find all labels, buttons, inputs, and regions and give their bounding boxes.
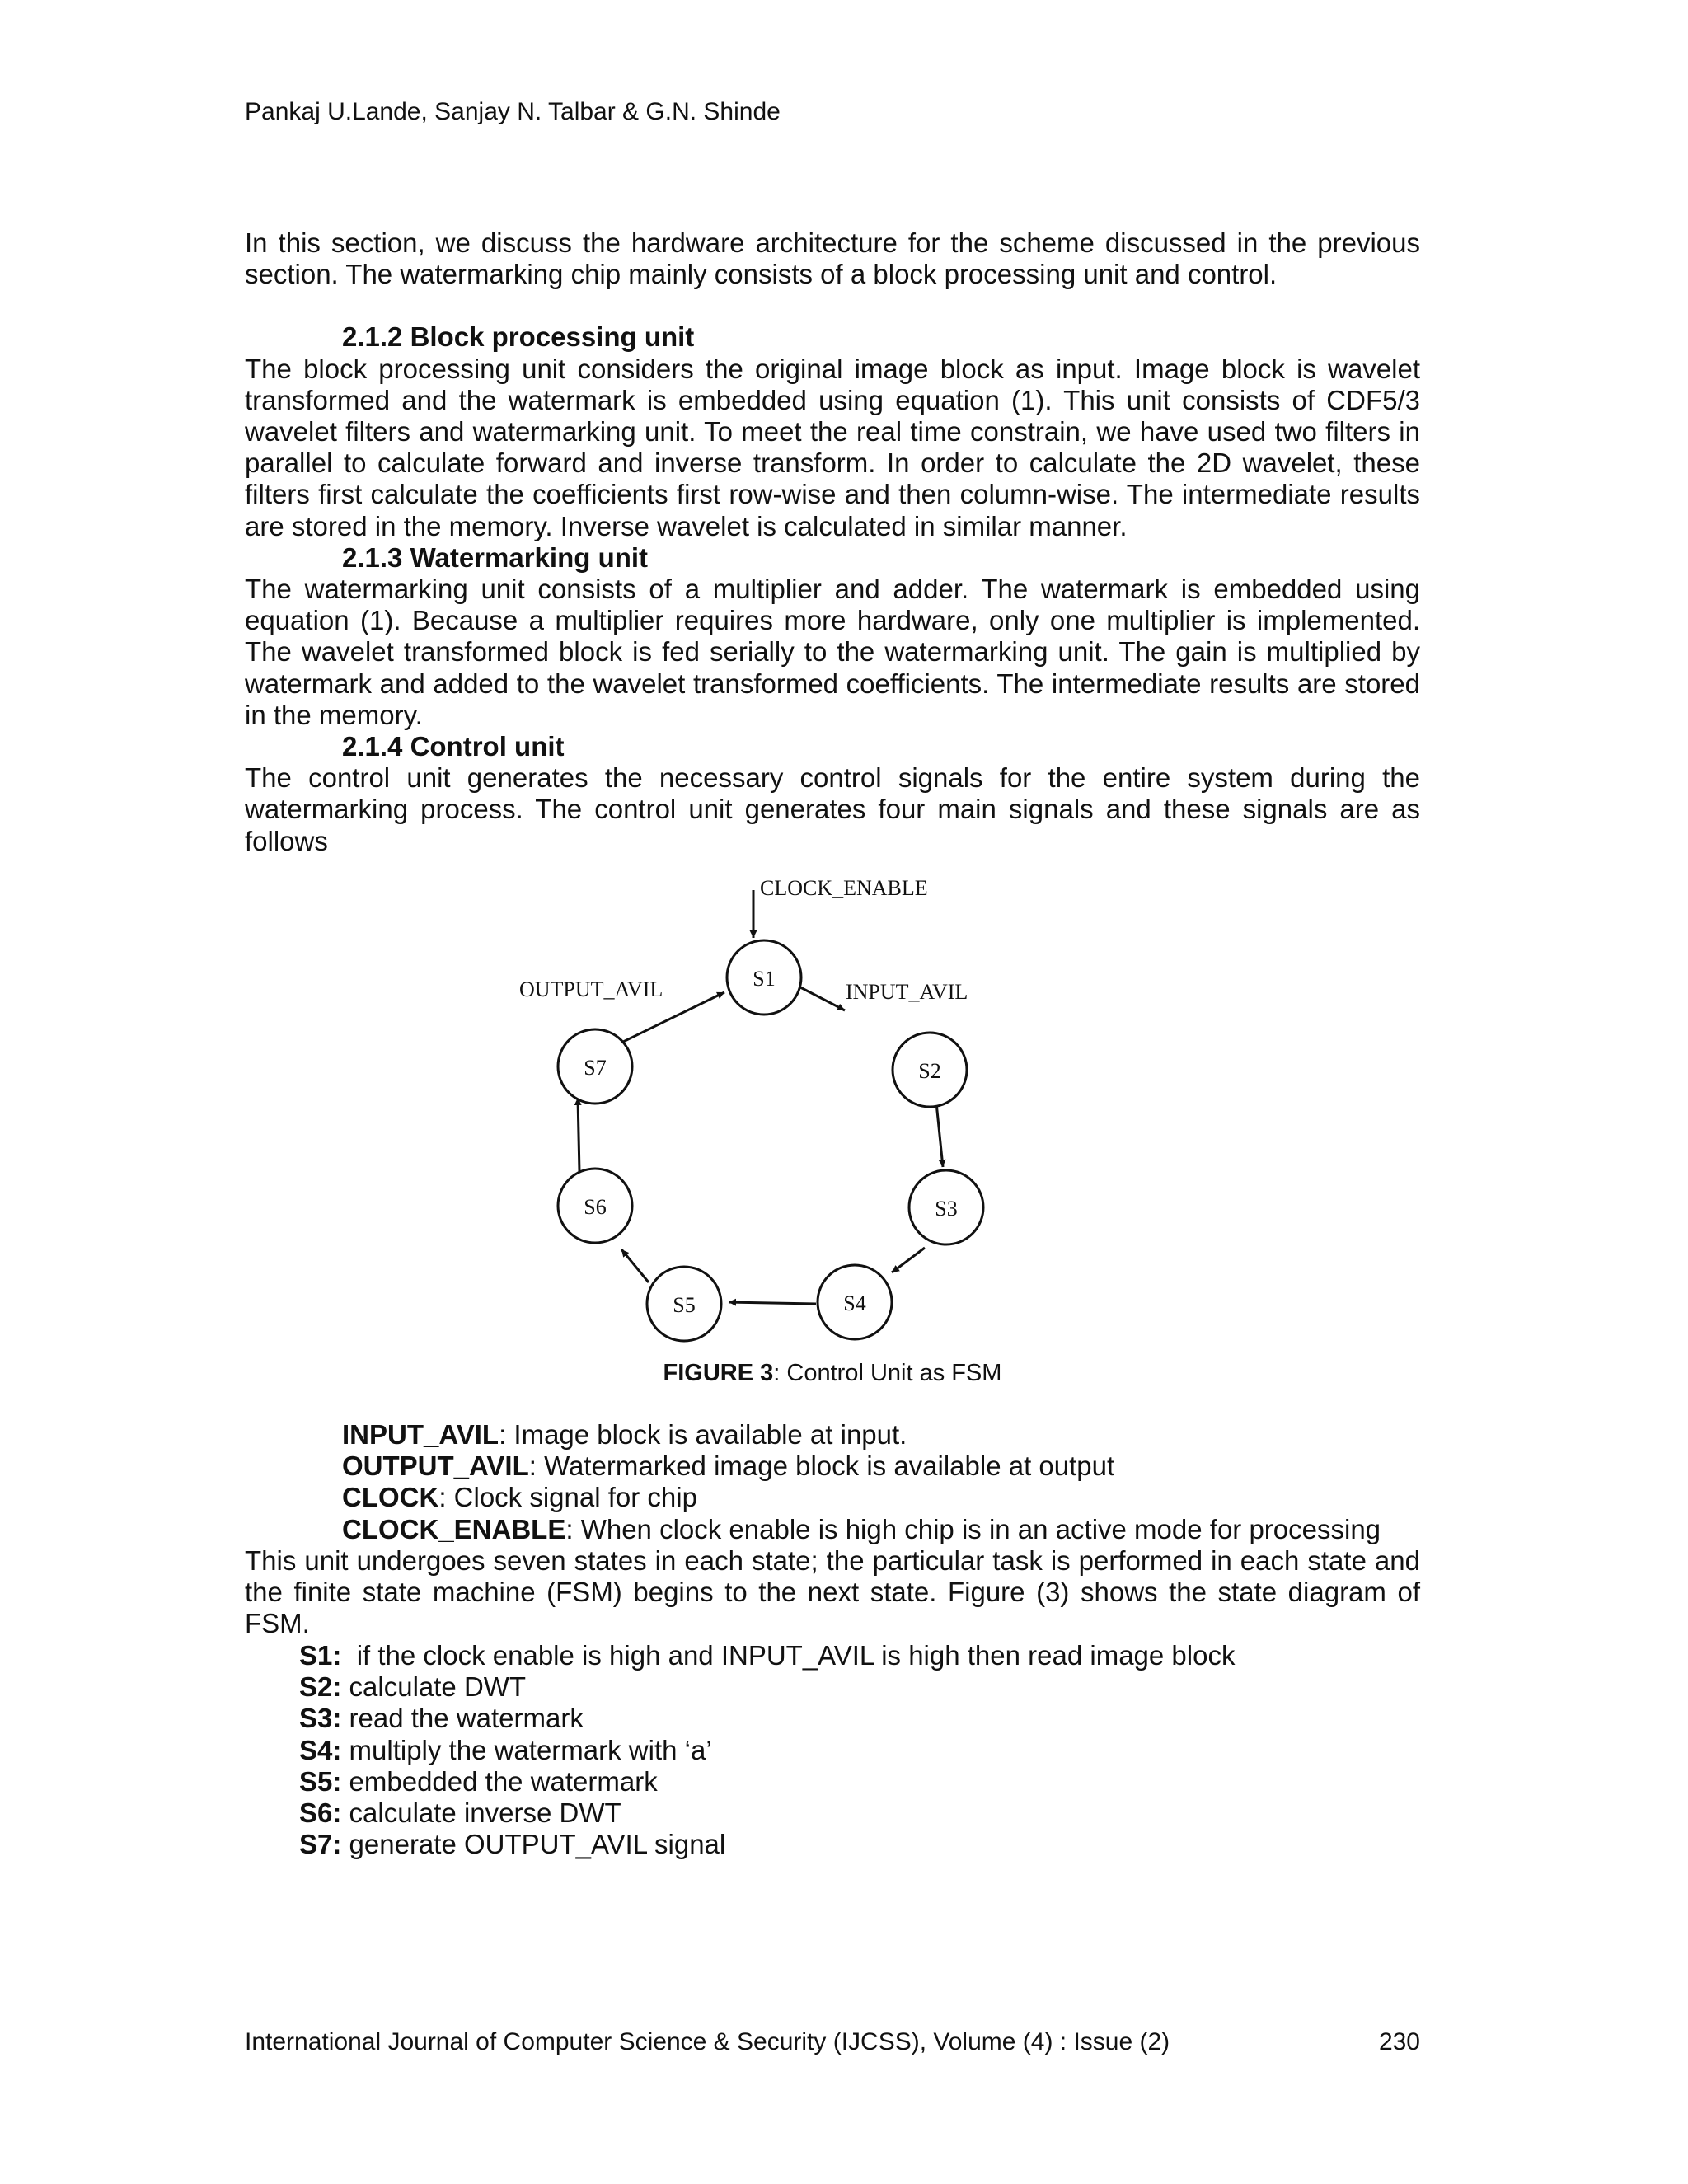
section-text-block-processing: The block processing unit considers the original image block as input. Image block is wavelet transformed and the watermark is embedded using equation (1). This unit consists of CDF5/3 wavelet filters and watermarking unit. To meet the real time constrain, we have used two filters in parallel to calculate forward and inverse transform. In order to calculate the 2D wavelet, these filters first calculate the coefficients first row-wise and then column-wise. The intermediate results are stored in the memory. Inverse wavelet is calculated in similar manner. bbox=[245, 353, 1420, 541]
definition-item bbox=[245, 1482, 1420, 1513]
fsm-paragraph: This unit undergoes seven states in each state; the particular task is performed in each state and the finite state machine (FSM) begins to the next state. Figure (3) shows the state diagram of FSM. bbox=[245, 1544, 1420, 1639]
state-task-name: S5: bbox=[299, 1765, 342, 1797]
arrow-s3-s4 bbox=[892, 1248, 925, 1272]
signal-definitions bbox=[245, 1419, 1420, 1639]
definition-desc: : When clock enable is high chip is in an active mode for processing bbox=[565, 1513, 1381, 1544]
state-task-desc: multiply the watermark with ‘a’ bbox=[341, 1734, 712, 1765]
state-task-item bbox=[299, 1829, 1235, 1860]
state-task-name: S6: bbox=[299, 1797, 342, 1829]
state-s7-label: S7 bbox=[584, 1056, 607, 1080]
definition-term: INPUT_AVIL bbox=[342, 1419, 499, 1450]
output-avil-label: OUTPUT_AVIL bbox=[519, 977, 663, 1001]
definition-term: CLOCK_ENABLE bbox=[342, 1513, 566, 1544]
arrow-s6-s7 bbox=[578, 1098, 579, 1172]
intro-paragraph: In this section, we discuss the hardware architecture for the scheme discussed in the previous section. The watermarking chip mainly consists of a block processing unit and control. bbox=[245, 227, 1420, 290]
state-task-desc: if the clock enable is high and INPUT_AVIL is high then read image block bbox=[341, 1640, 1236, 1671]
state-task-item bbox=[299, 1671, 1235, 1703]
state-task-desc: calculate DWT bbox=[341, 1671, 527, 1703]
state-s1-label: S1 bbox=[753, 967, 776, 991]
state-task-item bbox=[299, 1735, 1235, 1766]
figure-caption-text: : Control Unit as FSM bbox=[773, 1360, 1002, 1386]
definition-item bbox=[245, 1514, 1420, 1545]
page-number: 230 bbox=[1378, 2028, 1420, 2055]
definition-desc: : Clock signal for chip bbox=[438, 1482, 697, 1513]
definition-item bbox=[245, 1419, 1420, 1451]
section-heading-watermarking: 2.1.3 Watermarking unit bbox=[342, 541, 649, 573]
state-task-item bbox=[299, 1766, 1235, 1797]
body-text bbox=[245, 227, 1420, 857]
input-avil-label: INPUT_AVIL bbox=[846, 980, 968, 1004]
state-s4-label: S4 bbox=[843, 1291, 866, 1315]
running-header: Pankaj U.Lande, Sanjay N. Talbar & G.N. Shinde bbox=[245, 98, 781, 125]
figure-caption-label: FIGURE 3 bbox=[663, 1360, 774, 1386]
state-s2-label: S2 bbox=[918, 1059, 941, 1083]
definition-term: OUTPUT_AVIL bbox=[342, 1451, 529, 1482]
state-task-name: S4: bbox=[299, 1734, 342, 1765]
state-task-name: S2: bbox=[299, 1671, 342, 1703]
state-s3-label: S3 bbox=[935, 1197, 958, 1221]
section-heading-control: 2.1.4 Control unit bbox=[342, 731, 565, 762]
state-task-item bbox=[299, 1703, 1235, 1734]
state-task-list bbox=[299, 1640, 1235, 1860]
definition-desc: : Watermarked image block is available at output bbox=[528, 1451, 1115, 1482]
fsm-svg bbox=[495, 865, 1071, 1360]
state-s5-label: S5 bbox=[673, 1293, 696, 1317]
section-text-control: The control unit generates the necessary control signals for the entire system during the watermarking process. The control unit generates four main signals and these signals are as follows bbox=[245, 762, 1420, 856]
arrow-s2-s3 bbox=[936, 1103, 943, 1167]
state-task-name: S7: bbox=[299, 1829, 342, 1860]
journal-citation: International Journal of Computer Science & Security (IJCSS), Volume (4) : Issue (2) bbox=[245, 2028, 1170, 2055]
definition-term: CLOCK bbox=[342, 1482, 439, 1513]
state-task-desc: calculate inverse DWT bbox=[341, 1797, 621, 1829]
arrow-s4-s5 bbox=[729, 1302, 816, 1304]
fsm-diagram bbox=[495, 865, 1071, 1360]
state-task-name: S3: bbox=[299, 1703, 342, 1734]
section-text-watermarking: The watermarking unit consists of a multiplier and adder. The watermark is embedded using equation (1). Because a multiplier requires more hardware, only one multiplier is implemented. The wavelet transformed block is fed serially to the watermarking unit. The gain is multiplied by watermark and added to the wavelet transformed coefficients. The intermediate results are stored in the memory. bbox=[245, 574, 1420, 730]
section-heading-block-processing: 2.1.2 Block processing unit bbox=[342, 321, 695, 353]
state-task-desc: read the watermark bbox=[341, 1703, 584, 1734]
state-s6-label: S6 bbox=[584, 1195, 607, 1219]
state-task-item bbox=[299, 1797, 1235, 1829]
state-task-item bbox=[299, 1640, 1235, 1671]
definition-item bbox=[245, 1451, 1420, 1482]
state-task-desc: embedded the watermark bbox=[341, 1765, 658, 1797]
definition-desc: : Image block is available at input. bbox=[499, 1419, 907, 1450]
state-task-desc: generate OUTPUT_AVIL signal bbox=[341, 1829, 726, 1860]
figure-caption bbox=[245, 1358, 1420, 1388]
arrow-s5-s6 bbox=[621, 1249, 649, 1282]
page-footer bbox=[245, 2027, 1420, 2057]
state-task-name: S1: bbox=[299, 1640, 342, 1671]
clock-enable-label: CLOCK_ENABLE bbox=[760, 876, 928, 900]
